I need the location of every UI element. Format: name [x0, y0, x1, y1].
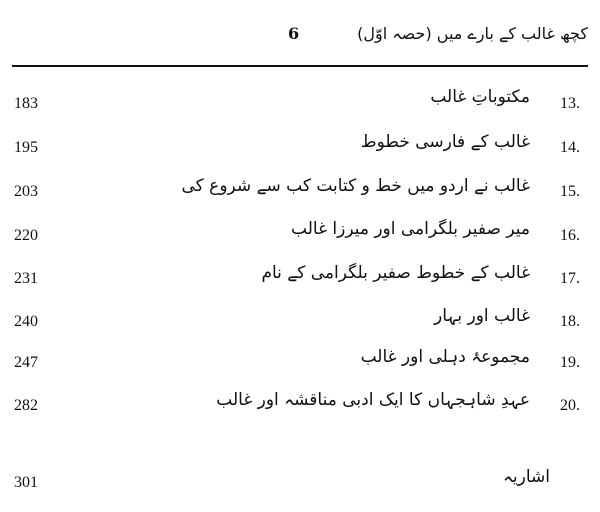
- toc-index-page: 301: [14, 474, 38, 491]
- toc-index-entry: [0, 466, 600, 500]
- toc-entry: [0, 305, 600, 339]
- toc-entry: [0, 262, 600, 296]
- toc-entry-page: 195: [14, 139, 38, 156]
- toc-entry-number: 17.: [560, 270, 580, 287]
- toc-entry-page: 240: [14, 313, 38, 330]
- toc-entry-page: 183: [14, 95, 38, 112]
- toc-entry-page: 282: [14, 397, 38, 414]
- toc-entry: [0, 219, 600, 253]
- toc-entry-number: 19.: [560, 354, 580, 371]
- toc-index-title: اشاریہ: [502, 467, 550, 487]
- toc-entry-title: غالب کے فارسی خطوط: [360, 132, 530, 152]
- toc-entry-title: غالب اور بہار: [434, 306, 530, 326]
- toc-entry-page: 203: [14, 183, 38, 200]
- toc-entry-title: عہدِ شاہجہاں کا ایک ادبی مناقشہ اور غالب: [216, 390, 530, 410]
- toc-entry-number: 15.: [560, 183, 580, 200]
- toc-entry-page: 231: [14, 270, 38, 287]
- toc-entry-title: میر صفیر بلگرامی اور میرزا غالب: [291, 219, 530, 239]
- toc-entry: [0, 346, 600, 380]
- toc-entry-number: 13.: [560, 95, 580, 112]
- running-title: کچھ غالب کے بارے میں (حصہ اوّل): [357, 24, 588, 43]
- toc-entry: [0, 87, 600, 121]
- toc-entry-title: غالب کے خطوط صفیر بلگرامی کے نام: [261, 263, 530, 283]
- toc-entry-title: غالب نے اردو میں خط و کتابت کب سے شروع کی: [181, 176, 530, 196]
- toc-entry-page: 247: [14, 354, 38, 371]
- toc-entry-number: 16.: [560, 227, 580, 244]
- toc-entry: [0, 389, 600, 423]
- toc-entry-title: مجموعۂ دہلی اور غالب: [360, 347, 530, 367]
- toc-entry-title: مکتوباتِ غالب: [430, 87, 530, 107]
- toc-entry: [0, 131, 600, 165]
- toc-entry-page: 220: [14, 227, 38, 244]
- page-number: 6: [288, 24, 300, 43]
- toc-entry-number: 14.: [560, 139, 580, 156]
- toc-entry-number: 20.: [560, 397, 580, 414]
- toc-entry-number: 18.: [560, 313, 580, 330]
- toc-entry: [0, 175, 600, 209]
